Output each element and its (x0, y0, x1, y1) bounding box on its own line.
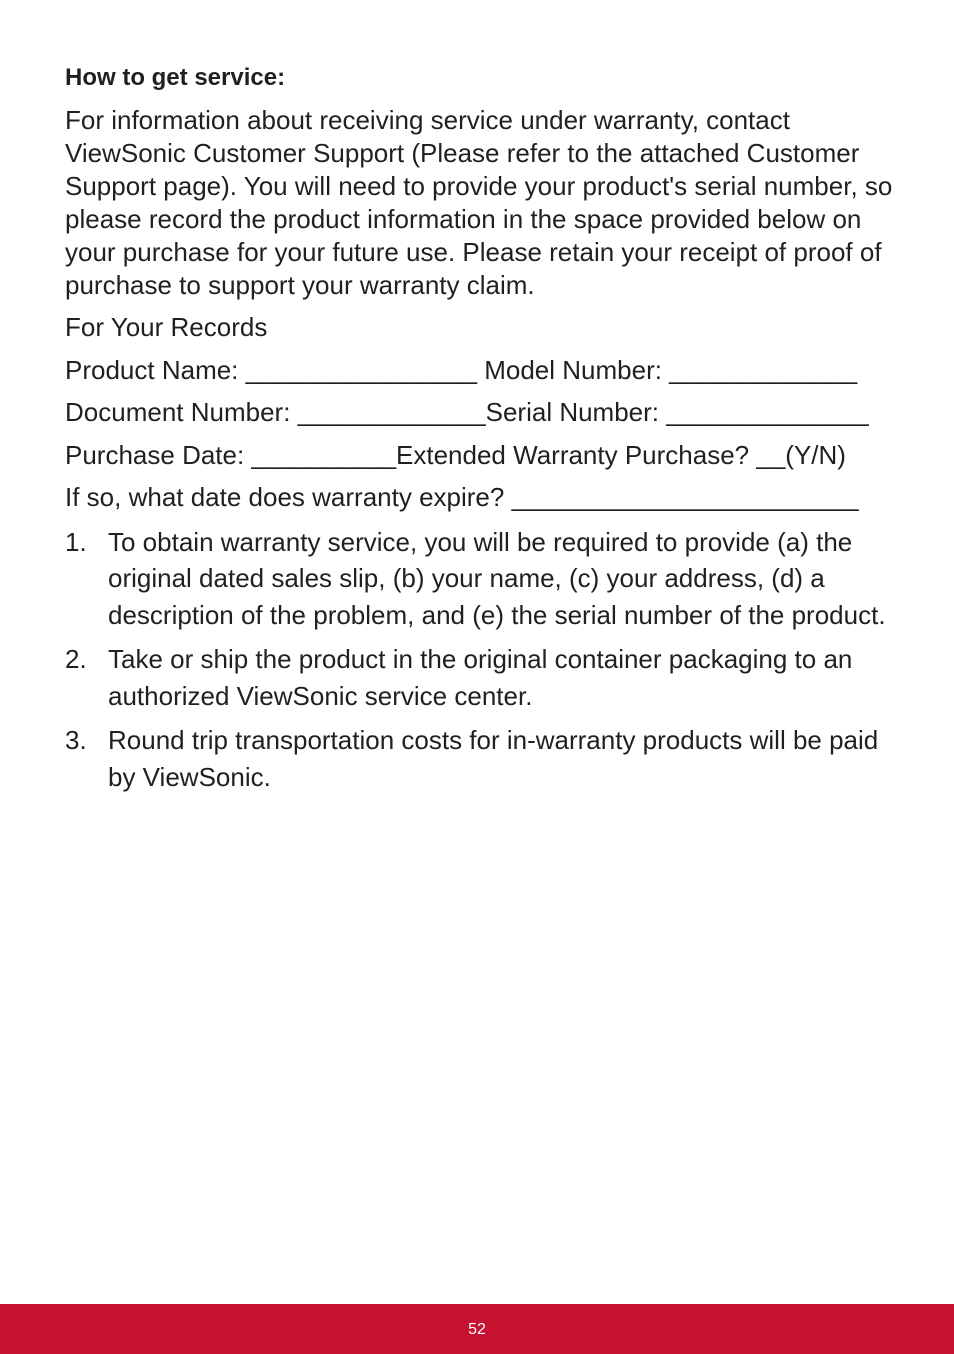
list-item-number: 1. (65, 526, 87, 557)
list-item-text: Take or ship the product in the original container packaging to an authorized ViewSonic service center. (108, 644, 853, 711)
list-item (65, 641, 895, 714)
page-number: 52 (468, 1321, 486, 1338)
list-item-number: 3. (65, 725, 87, 755)
service-steps-list (65, 524, 895, 796)
form-line-document-serial: Document Number: _____________Serial Number: ______________ (65, 397, 869, 427)
page-footer-bar (0, 1304, 954, 1354)
list-item (65, 524, 895, 634)
section-heading: How to get service: (65, 64, 286, 91)
document-body (65, 62, 895, 803)
list-item-text: Round trip transportation costs for in-warranty products will be paid by ViewSonic. (108, 725, 879, 792)
form-line-product-model: Product Name: ________________ Model Number: _____________ (65, 354, 858, 385)
intro-paragraph: For information about receiving service under warranty, contact ViewSonic Customer Support (Please refer to the attached Customer Support page). You will need to provide your product's serial number, so please record the product information in the space provided below on your purchase for your future use. Please retain your receipt of proof of purchase to support your warranty claim. (65, 105, 893, 300)
list-item-number: 2. (65, 644, 87, 674)
records-label: For Your Records (65, 312, 268, 342)
form-line-warranty-expire: If so, what date does warranty expire? ________________________ (65, 482, 859, 512)
list-item (65, 722, 895, 795)
list-item-text: To obtain warranty service, you will be required to provide (a) the original dated sales slip, (b) your name, (c) your address, (d) a description of the problem, and (e) the serial number of the product. (108, 526, 886, 630)
form-line-purchase-date: Purchase Date: __________Extended Warranty Purchase? __(Y/N) (65, 439, 846, 470)
